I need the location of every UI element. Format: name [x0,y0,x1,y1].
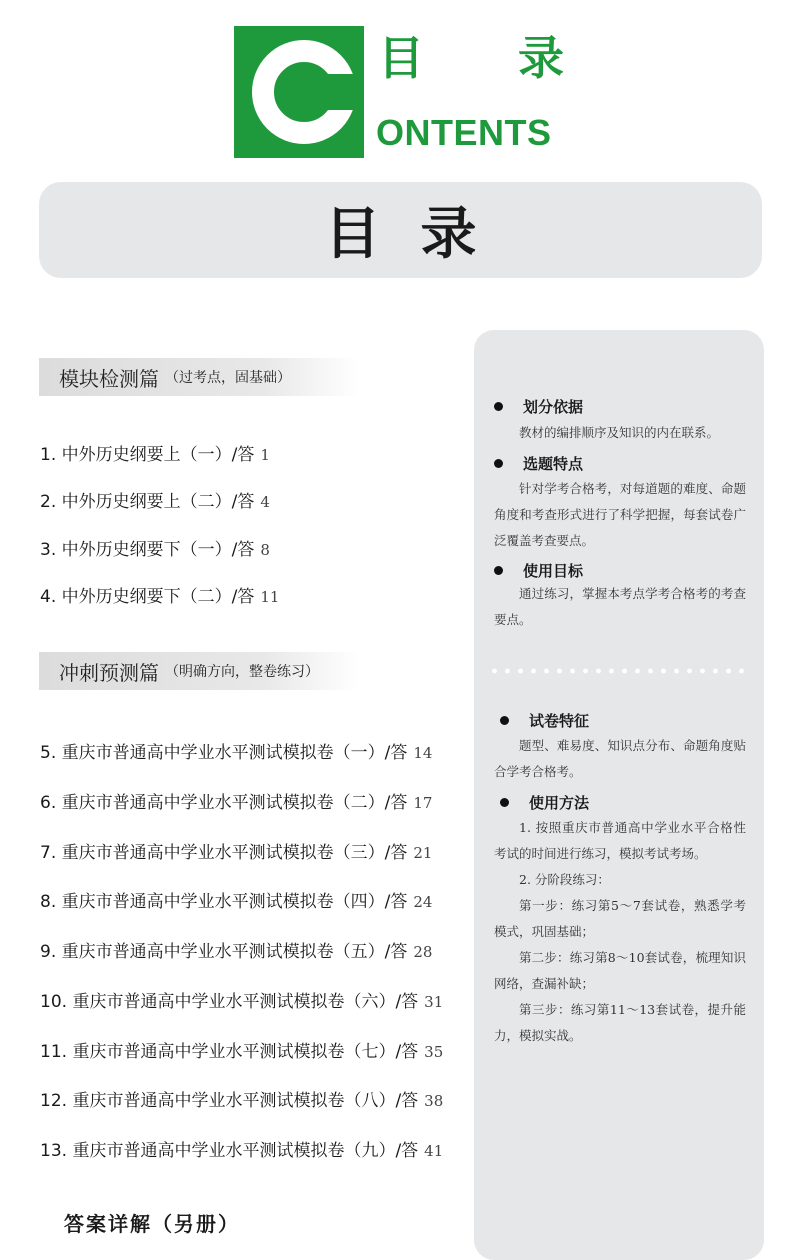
panel-heading-features: 选题特点 [494,453,583,474]
toc-item[interactable]: 5. 重庆市普通高中学业水平测试模拟卷（一）/答 14 [40,743,433,763]
toc-item[interactable]: 10. 重庆市普通高中学业水平测试模拟卷（六）/答 31 [40,992,444,1012]
toc-item[interactable]: 8. 重庆市普通高中学业水平测试模拟卷（四）/答 24 [40,892,433,912]
section-header-module [39,358,359,396]
toc-item[interactable]: 12. 重庆市普通高中学业水平测试模拟卷（八）/答 38 [40,1091,444,1111]
panel-heading-method: 使用方法 [500,792,589,813]
page-number: 31 [424,993,444,1011]
section-subtitle: （明确方向，整卷练习） [165,664,319,680]
page-number: 41 [424,1142,444,1160]
answers-note: 答案详解（另册） [64,1212,240,1236]
toc-item[interactable]: 6. 重庆市普通高中学业水平测试模拟卷（二）/答 17 [40,793,433,813]
logo-english-title: ONTENTS [376,112,552,153]
panel-text-method: 1. 按照重庆市普通高中学业水平合格性考试的时间进行练习，模拟考试考场。 2. 分阶段练习： 第一步：练习第5～7套试卷，熟悉学考模式，巩固基础； 第二步：练习第8～10套试卷，梳理知识网络，查漏补缺； 第三步：练习第11～13套试卷，提升能力，模拟实战。 [494,820,746,1043]
bullet-icon [494,459,503,468]
page-number: 35 [424,1043,444,1061]
section-header-sprint [39,652,359,690]
page-title: 目录 [324,202,517,267]
toc-item[interactable]: 7. 重庆市普通高中学业水平测试模拟卷（三）/答 21 [40,843,433,863]
panel-text-paper: 题型、难易度、知识点分布、命题角度贴合学考合格考。 [494,738,746,779]
section-title: 模块检测篇 [59,366,159,391]
toc-item[interactable]: 9. 重庆市普通高中学业水平测试模拟卷（五）/答 28 [40,942,433,962]
dotted-divider [488,668,750,674]
page-number: 21 [413,844,433,862]
toc-item[interactable]: 13. 重庆市普通高中学业水平测试模拟卷（九）/答 41 [40,1141,444,1161]
bullet-icon [494,566,503,575]
panel-text-features: 针对学考合格考，对每道题的难度、命题角度和考查形式进行了科学把握，每套试卷广泛覆盖考查要点。 [494,481,746,548]
logo-chinese-title: 目 录 [378,31,564,85]
section-title: 冲刺预测篇 [59,660,159,685]
panel-heading-paper: 试卷特征 [500,710,589,731]
panel-heading-basis: 划分依据 [494,396,583,417]
panel-text-goal: 通过练习，掌握本考点学考合格考的考查要点。 [494,586,746,627]
bullet-icon [494,402,503,411]
bullet-icon [500,798,509,807]
toc-item[interactable]: 1. 中外历史纲要上（一）/答 1 [40,445,270,465]
page-number: 11 [260,588,280,606]
toc-item[interactable]: 4. 中外历史纲要下（二）/答 11 [40,587,280,607]
bullet-icon [500,716,509,725]
page-number: 8 [260,541,270,559]
page-number: 4 [260,493,270,511]
toc-item[interactable]: 3. 中外历史纲要下（一）/答 8 [40,540,270,560]
page-number: 24 [413,893,433,911]
contents-logo [234,26,564,160]
toc-item[interactable]: 2. 中外历史纲要上（二）/答 4 [40,492,270,512]
title-banner [39,182,762,278]
panel-text-basis: 教材的编排顺序及知识的内在联系。 [519,425,720,440]
page-number: 38 [424,1092,444,1110]
toc-item[interactable]: 11. 重庆市普通高中学业水平测试模拟卷（七）/答 35 [40,1042,444,1062]
logo-green-box [234,26,364,158]
page-number: 14 [413,744,433,762]
page-number: 28 [413,943,433,961]
page-number: 1 [260,446,270,464]
panel-heading-goal: 使用目标 [494,560,583,581]
section-subtitle: （过考点，固基础） [165,370,291,386]
page-number: 17 [413,794,433,812]
